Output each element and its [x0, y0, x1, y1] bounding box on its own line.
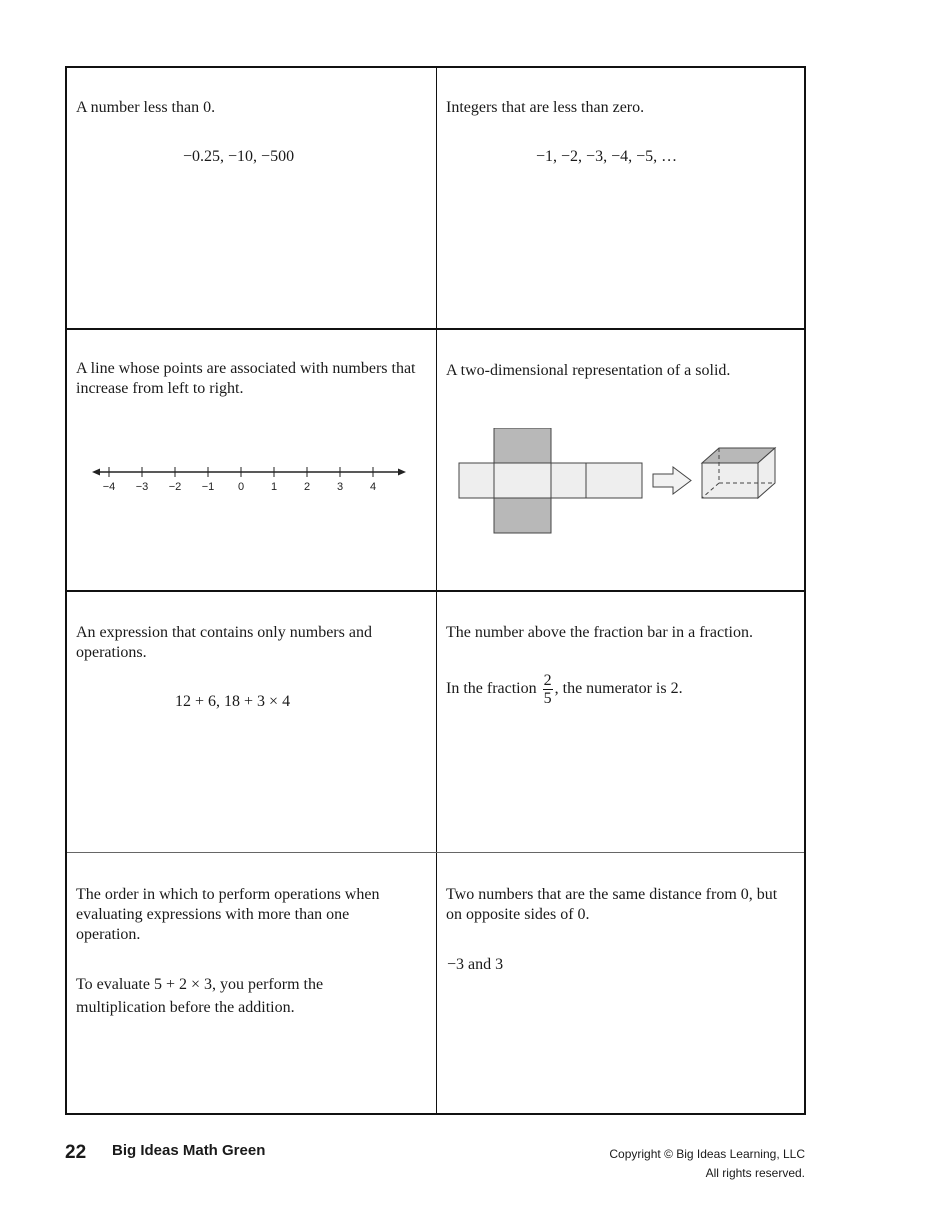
net-side-face	[459, 463, 494, 498]
example-suffix: , the numerator is 2.	[554, 680, 683, 698]
box-solid-figure	[702, 448, 775, 498]
number-line-label: 2	[303, 481, 311, 493]
card-numerical-expression	[67, 592, 436, 852]
net-side-face	[551, 463, 586, 498]
arrow-left-icon	[92, 469, 100, 476]
number-line-label: −4	[102, 481, 116, 493]
net-figure	[457, 428, 802, 540]
example-text: −0.25, −10, −500	[183, 148, 295, 165]
copyright-line: Copyright © Big Ideas Learning, LLC	[609, 1147, 805, 1161]
example-prefix: In the fraction	[446, 680, 537, 698]
card-negative-number	[67, 68, 436, 328]
number-line-label: 4	[369, 481, 377, 493]
definition-text: A number less than 0.	[76, 99, 216, 116]
number-line-label: −1	[201, 481, 215, 493]
arrow-right-icon	[398, 469, 406, 476]
copyright-notice	[609, 1145, 805, 1183]
card-negative-integers	[437, 68, 806, 328]
definition-text: The number above the fraction bar in a fraction.	[446, 624, 753, 641]
number-line-label: −3	[135, 481, 149, 493]
card-opposites	[437, 853, 806, 1115]
definition-text: An expression that contains only numbers and operations.	[76, 624, 372, 661]
net-front-face	[494, 463, 551, 498]
page-number: 22	[65, 1142, 87, 1163]
flashcard-grid	[65, 66, 806, 1115]
fraction	[543, 672, 553, 707]
definition-text: A two-dimensional representation of a solid.	[446, 362, 731, 379]
number-line-figure	[87, 458, 407, 498]
example-text: −1, −2, −3, −4, −5, …	[536, 148, 678, 165]
number-line-label: 0	[237, 481, 245, 493]
rights-line: All rights reserved.	[705, 1166, 805, 1180]
card-number-line	[67, 330, 436, 590]
definition-text: Two numbers that are the same distance from 0, but on opposite sides of 0.	[446, 886, 778, 923]
example-text: 12 + 6, 18 + 3 × 4	[175, 693, 291, 710]
number-line-label: −2	[168, 481, 182, 493]
example-text	[446, 672, 683, 707]
card-numerator	[437, 592, 806, 852]
fraction-denominator: 5	[543, 690, 552, 707]
arrow-right-icon	[653, 467, 691, 494]
book-title: Big Ideas Math Green	[112, 1142, 266, 1159]
card-order-of-operations	[67, 853, 436, 1115]
card-net	[437, 330, 806, 590]
example-text: To evaluate 5 + 2 × 3, you perform the multiplication before the addition.	[76, 976, 324, 1016]
example-text: −3 and 3	[447, 956, 504, 973]
net-back-face	[586, 463, 642, 498]
number-line-label: 1	[270, 481, 278, 493]
definition-text: Integers that are less than zero.	[446, 99, 645, 116]
net-top-face	[494, 428, 551, 463]
definition-text: A line whose points are associated with numbers that increase from left to right.	[76, 360, 416, 397]
fraction-numerator: 2	[543, 672, 552, 689]
net-bottom-face	[494, 498, 551, 533]
number-line-label: 3	[336, 481, 344, 493]
definition-text: The order in which to perform operations when evaluating expressions with more than one operation.	[76, 886, 380, 943]
